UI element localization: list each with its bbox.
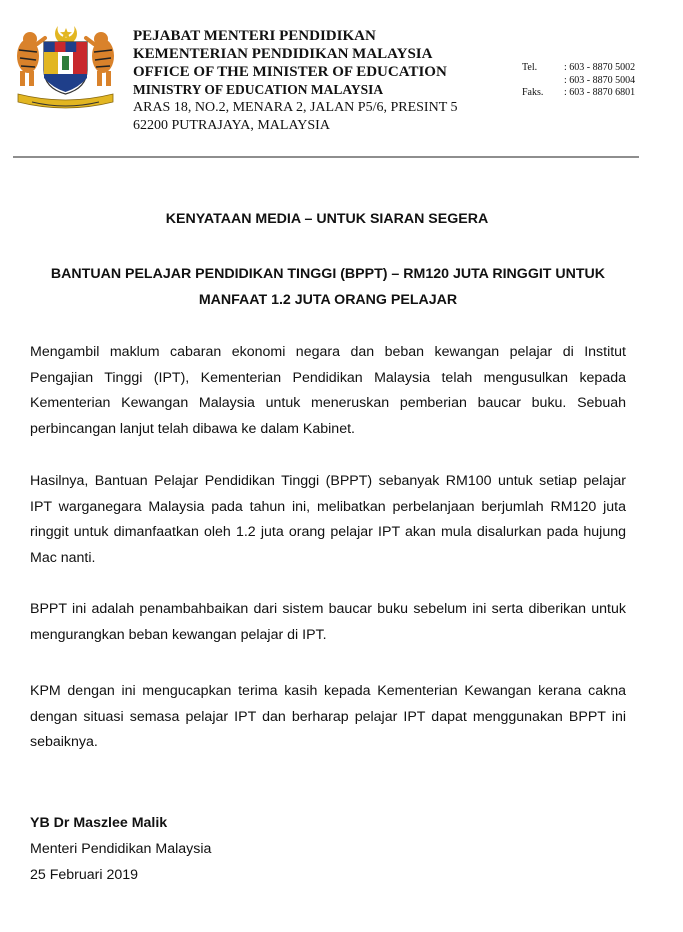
header-divider	[13, 156, 639, 158]
ministry-name-english: MINISTRY OF EDUCATION MALAYSIA	[133, 82, 384, 97]
statement-date: 25 Februari 2019	[30, 867, 139, 883]
contact-block	[522, 62, 635, 100]
contact-label: Faks.	[522, 87, 544, 98]
address-line-1: ARAS 18, NO.2, MENARA 2, JALAN P5/6, PRESINT 5	[133, 100, 458, 115]
body-paragraph-1: Mengambil maklum cabaran ekonomi negara dan beban kewangan pelajar di Institut Pengajian Tinggi (IPT), Kementerian Pendidikan Malaysia telah mengusulkan kepada Kementerian Kewangan Malaysia untuk meneruskan pemberian baucar buku. Sebuah perbincangan lanjut telah dibawa ke dalam Kabinet.	[30, 344, 626, 437]
contact-value: : 603 - 8870 5004	[564, 74, 636, 86]
coat-of-arms-logo	[8, 22, 123, 114]
headline-line-2: MANFAAT 1.2 JUTA ORANG PELAJAR	[198, 292, 458, 308]
contact-label: Tel.	[522, 62, 538, 73]
signatory-name: YB Dr Maszlee Malik	[30, 815, 168, 831]
contact-value: : 603 - 8870 6801	[564, 87, 636, 98]
press-release-headline	[22, 261, 634, 313]
body-paragraph-2: Hasilnya, Bantuan Pelajar Pendidikan Tinggi (BPPT) sebanyak RM100 untuk setiap pelajar IPT warganegara Malaysia pada tahun ini, melibatkan perbelanjaan berjumlah RM120 juta ringgit untuk dimanfaatkan oleh 1.2 juta orang pelajar IPT akan mula disalurkan pada hujung Mac nanti.	[30, 473, 626, 566]
body-paragraph-3: BPPT ini adalah penambahbaikan dari sistem baucar buku sebelum ini serta diberikan untuk mengurangkan beban kewangan pelajar di IPT.	[30, 601, 626, 643]
address-line-2: 62200 PUTRAJAYA, MALAYSIA	[133, 118, 330, 133]
media-statement-heading: KENYATAAN MEDIA – UNTUK SIARAN SEGERA	[165, 211, 489, 227]
body-paragraph-4: KPM dengan ini mengucapkan terima kasih kepada Kementerian Kewangan kerana cakna dengan situasi semasa pelajar IPT dan berharap pelajar IPT dapat menggunakan BPPT ini sebaiknya.	[30, 683, 626, 750]
office-name-english: OFFICE OF THE MINISTER OF EDUCATION	[133, 64, 447, 80]
contact-value: : 603 - 8870 5002	[564, 62, 636, 73]
headline-line-1: BANTUAN PELAJAR PENDIDIKAN TINGGI (BPPT) – RM120 JUTA RINGGIT UNTUK	[50, 266, 606, 282]
signatory-title: Menteri Pendidikan Malaysia	[30, 841, 212, 857]
letterhead	[133, 27, 458, 135]
contact-row-fax	[522, 87, 635, 100]
office-name-malay: PEJABAT MENTERI PENDIDIKAN	[133, 28, 376, 44]
ministry-name-malay: KEMENTERIAN PENDIDIKAN MALAYSIA	[133, 46, 433, 62]
contact-row-tel-1	[522, 62, 635, 75]
signature-block	[30, 810, 211, 888]
contact-row-tel-2	[522, 75, 635, 88]
contact-label	[522, 75, 564, 88]
